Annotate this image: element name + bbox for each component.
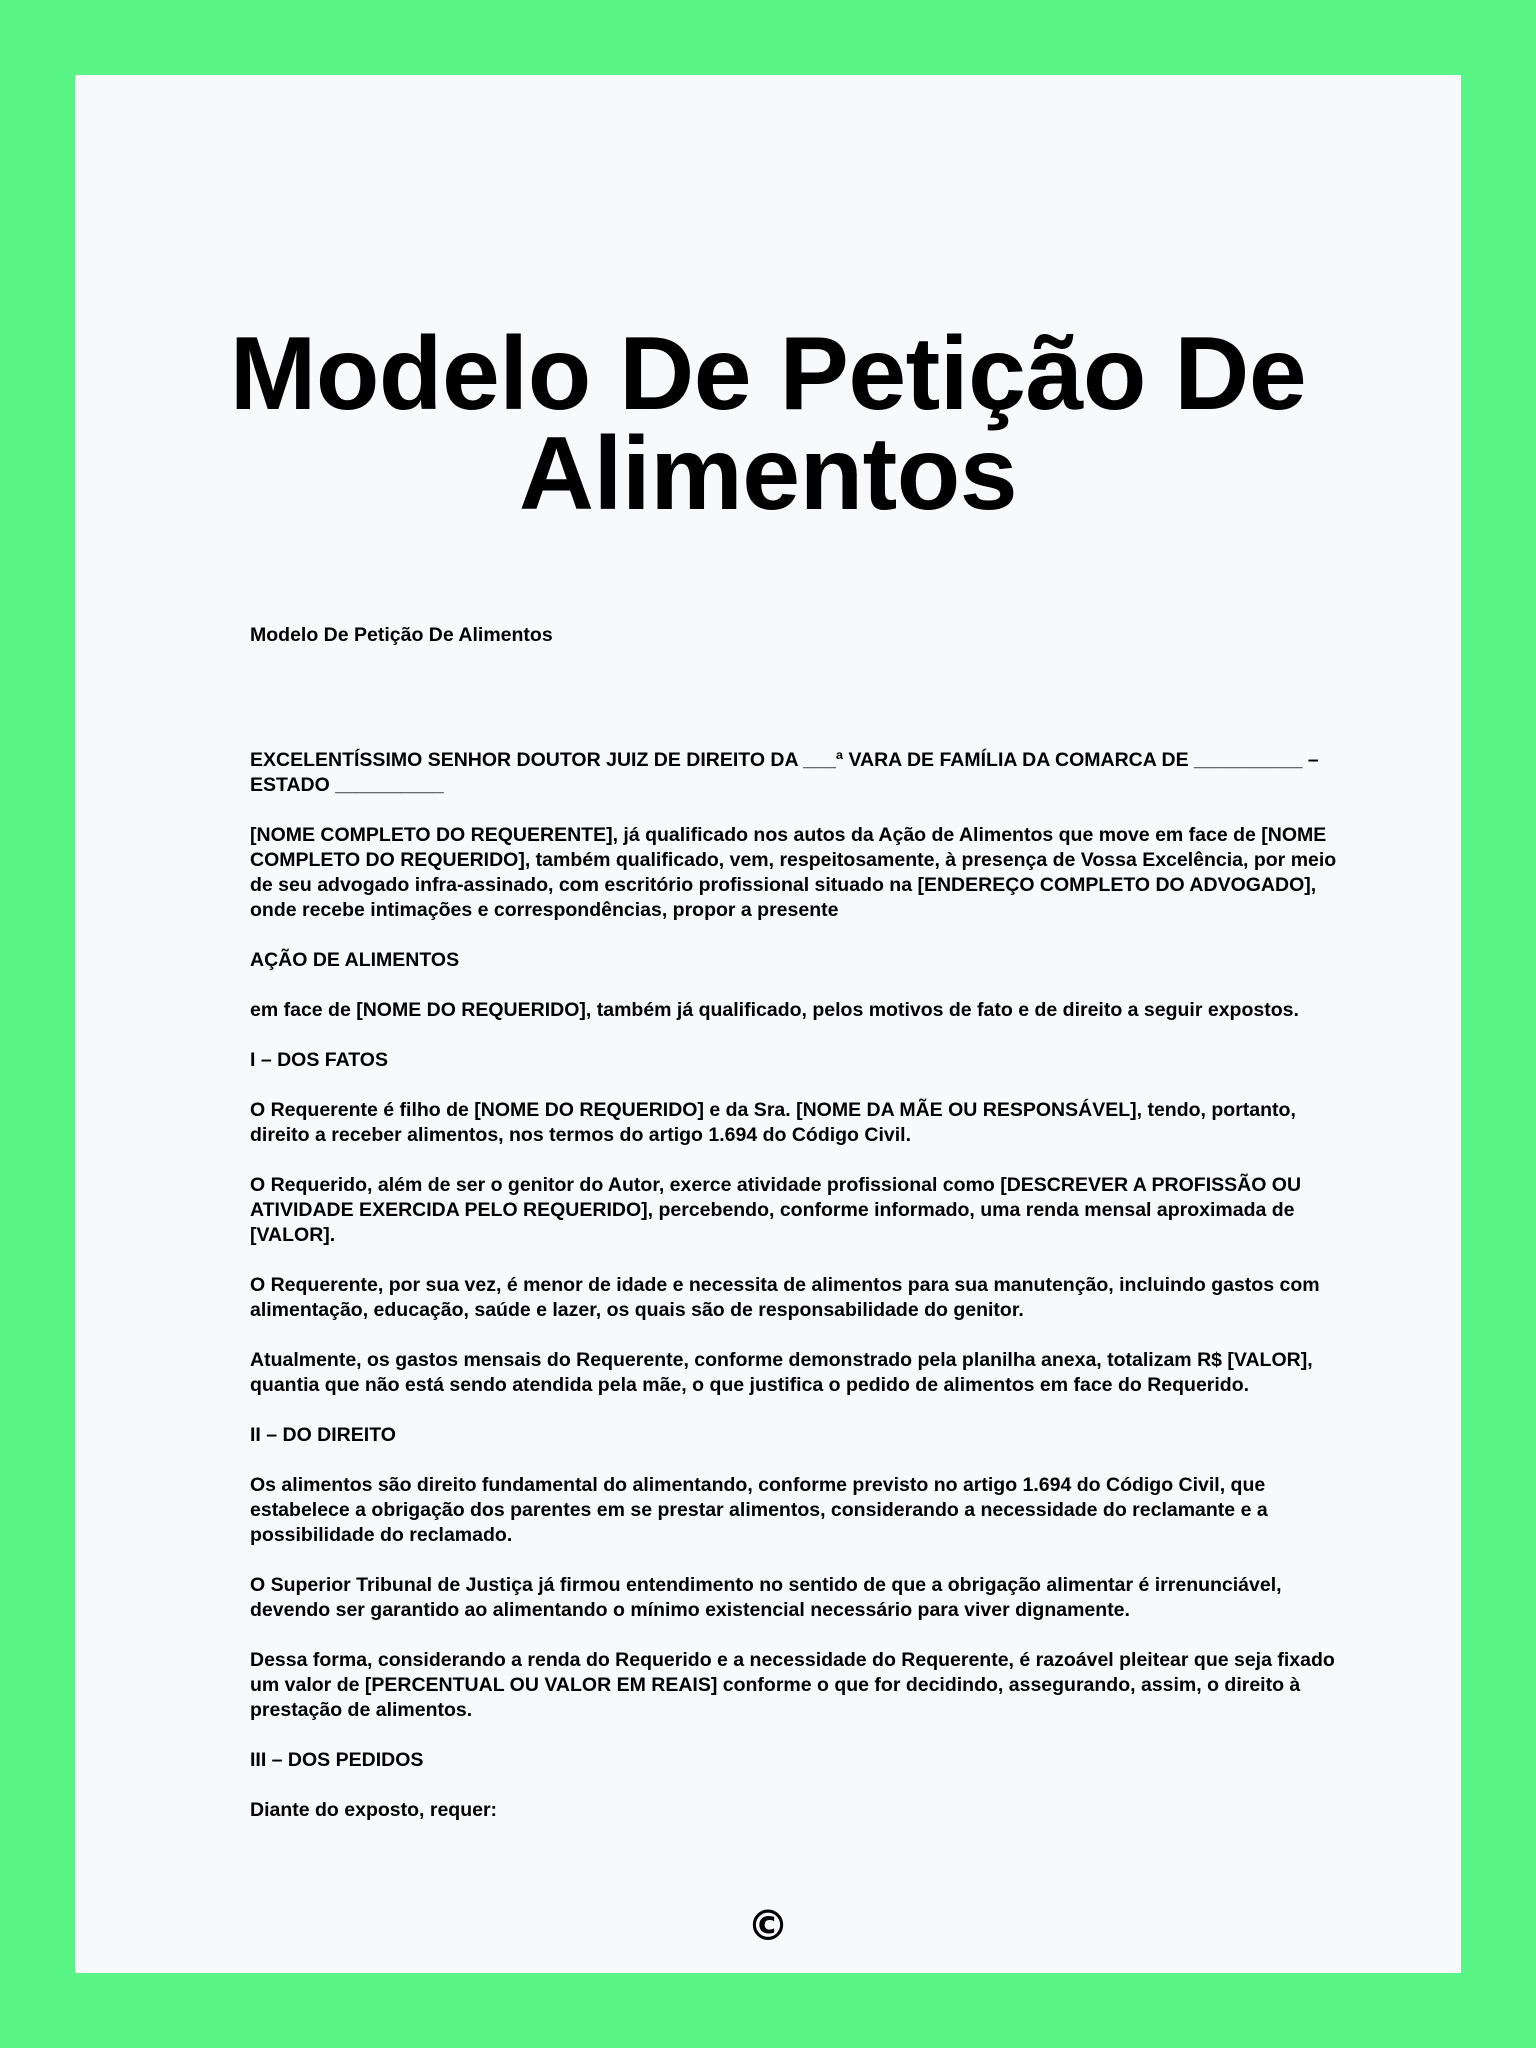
paragraph-qualification: [NOME COMPLETO DO REQUERENTE], já qualificado nos autos da Ação de Alimentos que move em face de [NOME COMPLETO DO REQUERIDO], também qualificado, vem, respeitosamente, à presença de Vossa Excelência, por meio de seu advogado infra-assinado, com escritório profissional situado na [ENDEREÇO COMPLETO DO ADVOGADO], onde recebe intimações e correspondências, propor a presente: [250, 824, 1337, 921]
paragraph-requests-intro: Diante do exposto, requer:: [250, 1799, 498, 1821]
section-heading-facts: I – DOS FATOS: [250, 1049, 388, 1071]
document-body: [250, 623, 1350, 1848]
paragraph-facts-1: O Requerente é filho de [NOME DO REQUERIDO] e da Sra. [NOME DA MÃE OU RESPONSÁVEL], tendo, portanto, direito a receber alimentos, nos termos do artigo 1.694 do Código Civil.: [250, 1099, 1296, 1146]
paragraph-address: EXCELENTÍSSIMO SENHOR DOUTOR JUIZ DE DIREITO DA ___ª VARA DE FAMÍLIA DA COMARCA DE __________ – ESTADO __________: [250, 749, 1319, 796]
document-heading: Modelo De Petição De Alimentos: [250, 624, 553, 646]
section-heading-requests: III – DOS PEDIDOS: [250, 1749, 424, 1771]
paragraph-facts-2: O Requerido, além de ser o genitor do Autor, exerce atividade profissional como [DESCREVER A PROFISSÃO OU ATIVIDADE EXERCIDA PELO REQUERIDO], percebendo, conforme informado, uma renda mensal aproximada de [VALOR].: [250, 1174, 1302, 1246]
paragraph-facts-4: Atualmente, os gastos mensais do Requerente, conforme demonstrado pela planilha anexa, totalizam R$ [VALOR], quantia que não está sendo atendida pela mãe, o que justifica o pedido de alimentos em face do Requerido.: [250, 1349, 1313, 1396]
paragraph-facts-3: O Requerente, por sua vez, é menor de idade e necessita de alimentos para sua manutenção, incluindo gastos com alimentação, educação, saúde e lazer, os quais são de responsabilidade do genitor.: [250, 1274, 1320, 1321]
paragraph-action-title: AÇÃO DE ALIMENTOS: [250, 949, 460, 971]
paragraph-law-2: O Superior Tribunal de Justiça já firmou entendimento no sentido de que a obrigação alimentar é irrenunciável, devendo ser garantido ao alimentando o mínimo existencial necessário para viver dignamente.: [250, 1574, 1282, 1621]
section-heading-law: II – DO DIREITO: [250, 1424, 396, 1446]
document-page: [75, 75, 1461, 1973]
page-title: Modelo De Petição De Alimentos: [229, 316, 1307, 532]
copyright-icon: ©: [747, 1901, 789, 1950]
paragraph-against: em face de [NOME DO REQUERIDO], também já qualificado, pelos motivos de fato e de direito a seguir expostos.: [250, 999, 1299, 1021]
paragraph-law-1: Os alimentos são direito fundamental do alimentando, conforme previsto no artigo 1.694 do Código Civil, que estabelece a obrigação dos parentes em se prestar alimentos, considerando a necessidade do reclamante e a possibilidade do reclamado.: [250, 1474, 1268, 1546]
paragraph-law-3: Dessa forma, considerando a renda do Requerido e a necessidade do Requerente, é razoável pleitear que seja fixado um valor de [PERCENTUAL OU VALOR EM REAIS] conforme o que for decidindo, assegurando, assim, o direito à prestação de alimentos.: [250, 1649, 1335, 1721]
